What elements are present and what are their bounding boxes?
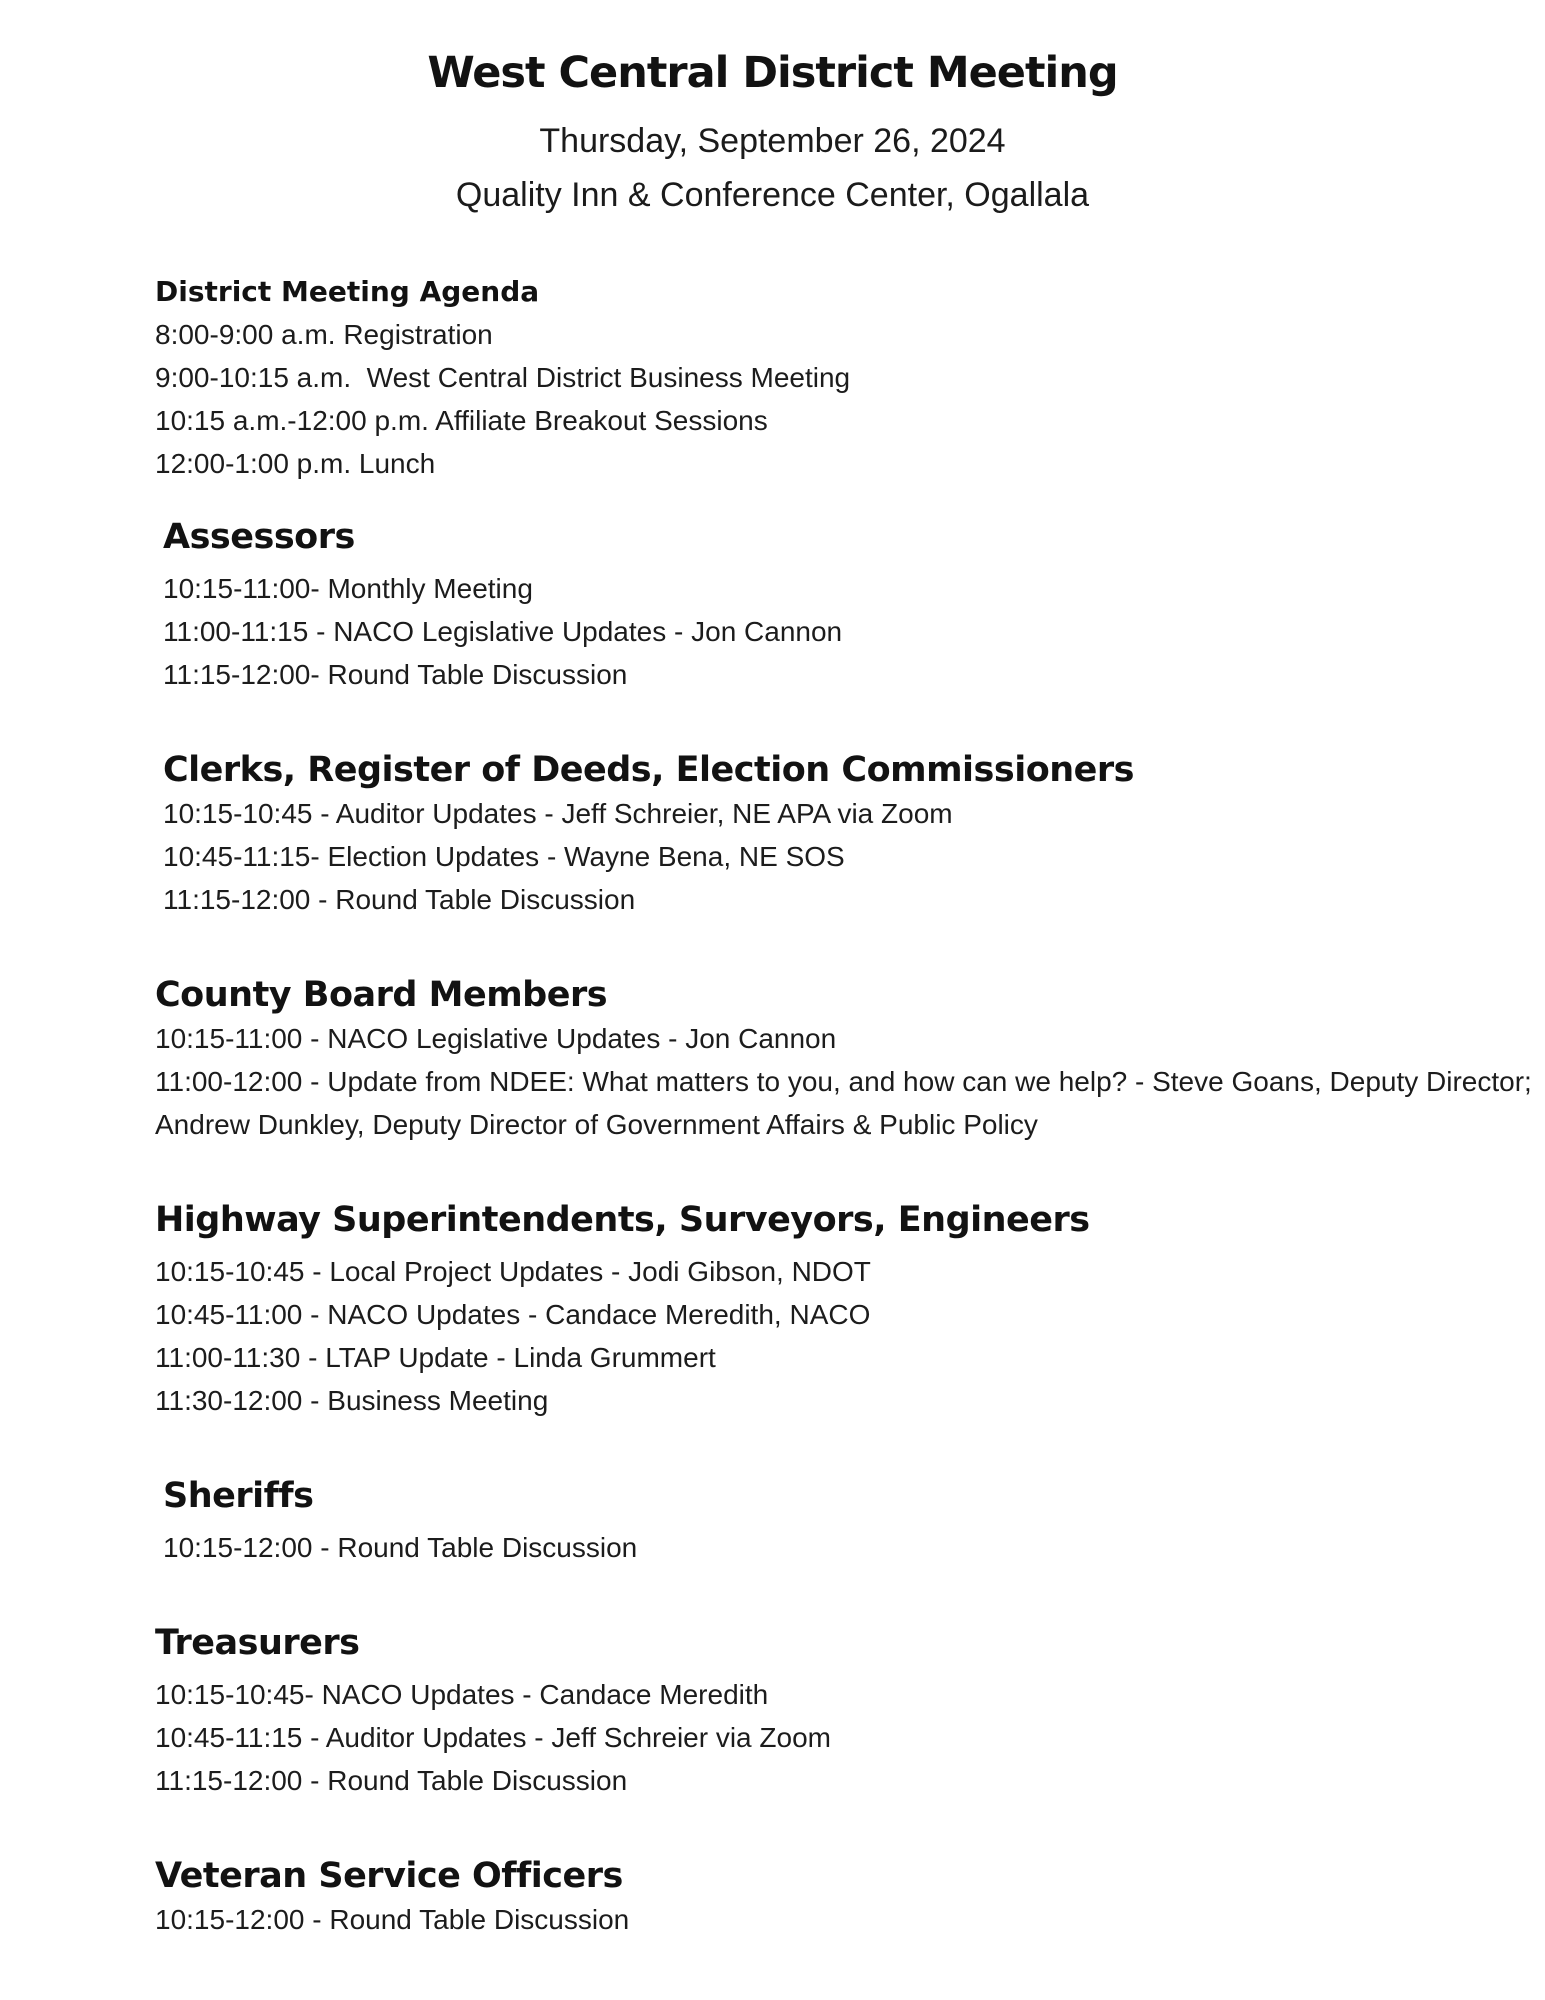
agenda-item: 12:00-1:00 p.m. Lunch	[155, 448, 436, 479]
section-county-board-members	[155, 973, 1545, 1146]
section-heading: Highway Superintendents, Surveyors, Engineers	[155, 1200, 1090, 1240]
section-heading: County Board Members	[155, 975, 608, 1015]
schedule-item: 10:15-10:45 - Auditor Updates - Jeff Schreier, NE APA via Zoom	[163, 798, 953, 829]
section-heading: Veteran Service Officers	[155, 1856, 623, 1896]
section-highway-superintendents-surveyors-engineers	[155, 1198, 1545, 1422]
section-sheriffs	[163, 1474, 1545, 1569]
section-assessors	[163, 515, 1545, 696]
meeting-date: Thursday, September 26, 2024	[539, 122, 1006, 160]
agenda-heading: District Meeting Agenda	[155, 275, 540, 308]
meeting-venue: Quality Inn & Conference Center, Ogallala	[455, 176, 1090, 214]
section-heading: Clerks, Register of Deeds, Election Commissioners	[163, 750, 1135, 790]
schedule-item: 11:00-12:00 - Update from NDEE: What matters to you, and how can we help? - Steve Goans, Deputy Director; Andrew Dunkley, Deputy Director of Government Affairs & Public Policy	[155, 1066, 1539, 1140]
schedule-item: 10:15-12:00 - Round Table Discussion	[163, 1532, 638, 1563]
schedule-item: 10:45-11:15- Election Updates - Wayne Bena, NE SOS	[163, 841, 845, 872]
schedule-item: 10:15-10:45 - Local Project Updates - Jodi Gibson, NDOT	[155, 1256, 871, 1287]
section-heading: Treasurers	[155, 1623, 360, 1663]
schedule-item: 11:15-12:00- Round Table Discussion	[163, 659, 628, 690]
document-body	[155, 270, 1545, 1941]
schedule-item: 11:15-12:00 - Round Table Discussion	[163, 884, 636, 915]
schedule-item: 10:15-11:00 - NACO Legislative Updates - Jon Cannon	[155, 1023, 837, 1054]
section-heading: Sheriffs	[163, 1476, 314, 1516]
section-heading: Assessors	[163, 517, 355, 557]
schedule-item: 10:45-11:00 - NACO Updates - Candace Meredith, NACO	[155, 1299, 871, 1330]
page-title: West Central District Meeting	[427, 48, 1118, 98]
schedule-item: 10:15-10:45- NACO Updates - Candace Meredith	[155, 1679, 769, 1710]
section-veteran-service-officers	[155, 1854, 1545, 1941]
agenda-item: 9:00-10:15 a.m. West Central District Business Meeting	[155, 362, 851, 393]
district-meeting-agenda	[155, 270, 1545, 485]
schedule-item: 10:45-11:15 - Auditor Updates - Jeff Schreier via Zoom	[155, 1722, 831, 1753]
schedule-item: 11:00-11:30 - LTAP Update - Linda Grummert	[155, 1342, 716, 1373]
schedule-item: 10:15-11:00- Monthly Meeting	[163, 573, 533, 604]
schedule-item: 11:15-12:00 - Round Table Discussion	[155, 1765, 628, 1796]
schedule-item: 11:30-12:00 - Business Meeting	[155, 1385, 549, 1416]
section-treasurers	[155, 1621, 1545, 1802]
schedule-item: 10:15-12:00 - Round Table Discussion	[155, 1904, 630, 1935]
document-header	[0, 46, 1545, 222]
agenda-item: 8:00-9:00 a.m. Registration	[155, 319, 493, 350]
schedule-item: 11:00-11:15 - NACO Legislative Updates - Jon Cannon	[163, 616, 843, 647]
agenda-item: 10:15 a.m.-12:00 p.m. Affiliate Breakout Sessions	[155, 405, 768, 436]
section-clerks-register-of-deeds-election-commissioners	[163, 748, 1545, 921]
